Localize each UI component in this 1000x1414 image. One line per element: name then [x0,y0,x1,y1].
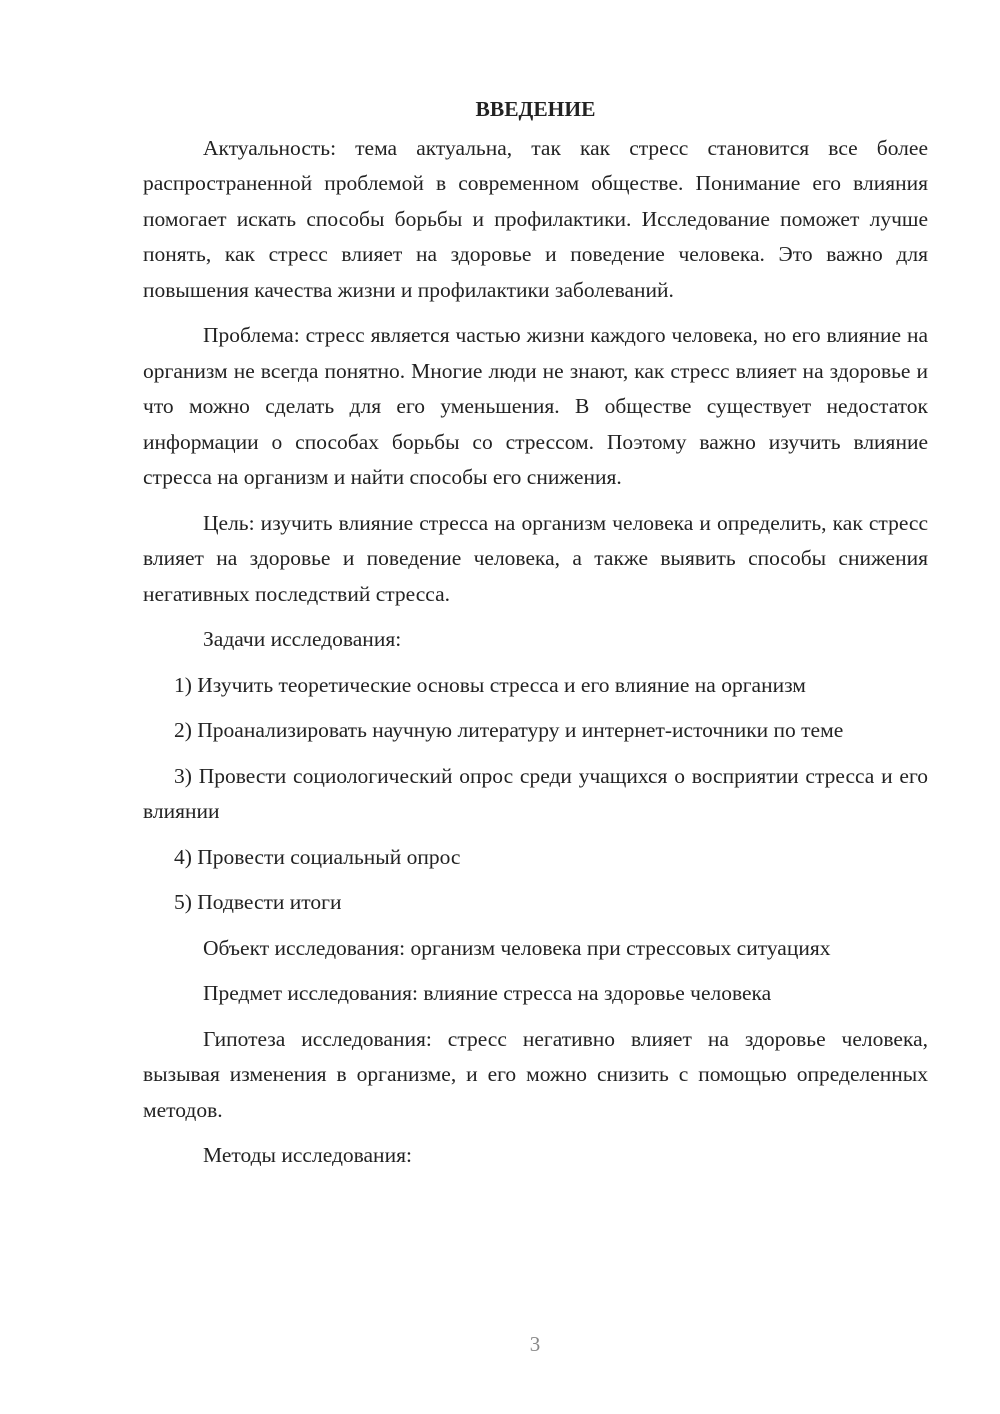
task-item: 5) Подвести итоги [174,890,342,914]
task-item: 2) Проанализировать научную литературу и интернет-источники по теме [174,718,844,742]
task-item: 1) Изучить теоретические основы стресса и его влияние на организм [174,672,806,697]
paragraph-problem: Проблема: стресс является частью жизни каждого человека, но его влияние на организм не всегда понятно. Многие люди не знают, как стресс влияет на здоровье и что можно сделать для его уменьшения. В обществе существует недостаток информации о способах борьбы со стрессом. Поэтому важно изучить влияние стресса на организм и найти способы его снижения. [143,323,928,489]
section-heading: ВВЕДЕНИЕ [475,97,596,121]
page-number: 3 [529,1332,541,1356]
task-item: 4) Провести социальный опрос [174,844,461,869]
task-item: 3) Провести социологический опрос среди учащихся о восприятии стресса и его влиянии [143,763,928,823]
page-content [143,92,928,1184]
paragraph-subject: Предмет исследования: влияние стресса на здоровье человека [203,981,772,1005]
paragraph-tasks-heading: Задачи исследования: [203,627,402,651]
paragraph-object: Объект исследования: организм человека при стрессовых ситуациях [203,935,831,960]
paragraph-hypothesis: Гипотеза исследования: стресс негативно влияет на здоровье человека, вызывая изменения в организме, и его можно снизить с помощью определенных методов. [143,1026,928,1122]
paragraph-goal: Цель: изучить влияние стресса на организм человека и определить, как стресс влияет на здоровье и поведение человека, а также выявить способы снижения негативных последствий стресса. [143,510,928,606]
paragraph-methods: Методы исследования: [203,1143,412,1167]
paragraph-relevance: Актуальность: тема актуальна, так как стресс становится все более распространенной проблемой в современном обществе. Понимание его влияния помогает искать способы борьбы и профилактики. Исследование поможет лучше понять, как стресс влияет на здоровье и поведение человека. Это важно для повышения качества жизни и профилактики заболеваний. [143,135,928,302]
